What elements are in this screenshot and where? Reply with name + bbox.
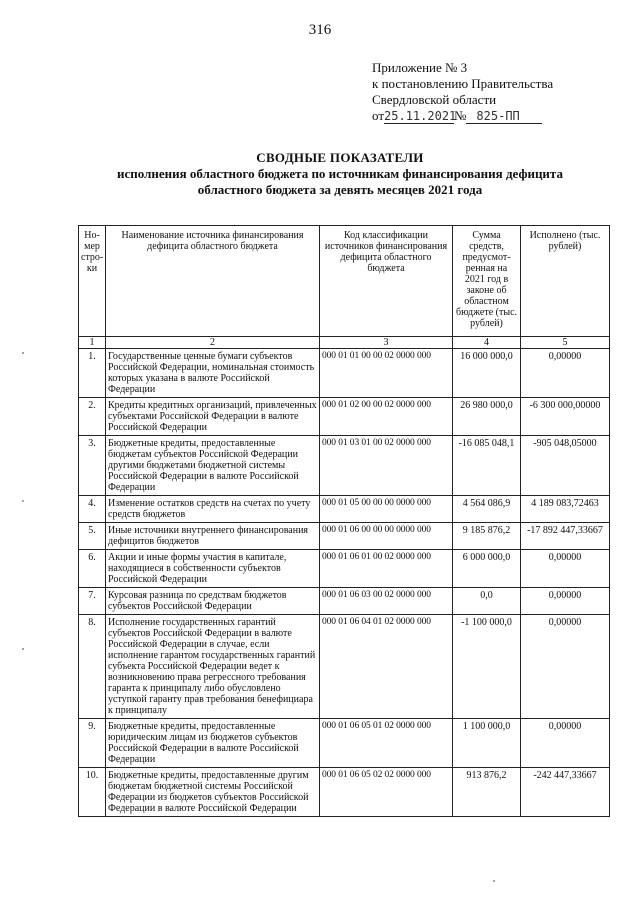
classification-code: 000 01 06 00 00 00 0000 000 [320, 523, 453, 550]
planned-amount: 0,0 [453, 588, 521, 615]
planned-amount: 26 980 000,0 [453, 398, 521, 436]
title-line-1: СВОДНЫЕ ПОКАЗАТЕЛИ [256, 150, 424, 165]
source-name: Акции и иные формы участия в капитале, находящиеся в собственности субъектов Российской Федерации [106, 550, 320, 588]
header-executed: Исполнено (тыс. рублей) [521, 226, 610, 337]
table-row [79, 398, 610, 436]
executed-amount: 0,00000 [521, 719, 610, 768]
page-number: 316 [308, 22, 332, 38]
source-name: Бюджетные кредиты, предоставленные юридическим лицам из бюджетов субъектов Российской Федерации в валюте Российской Федерации [106, 719, 320, 768]
classification-code: 000 01 05 00 00 00 0000 000 [320, 496, 453, 523]
table-row [79, 550, 610, 588]
executed-amount: -6 300 000,00000 [521, 398, 610, 436]
row-number: 7. [79, 588, 106, 615]
row-number: 10. [79, 768, 106, 817]
header-source-name: Наименование источника финансирования дефицита областного бюджета [106, 226, 320, 337]
executed-amount: 0,00000 [521, 349, 610, 398]
title-line-2: исполнения областного бюджета по источникам финансирования дефицита [117, 166, 563, 181]
column-number: 3 [320, 337, 453, 349]
planned-amount: 9 185 876,2 [453, 523, 521, 550]
appendix-line-3: Свердловской области [372, 92, 497, 107]
source-name: Иные источники внутреннего финансирования дефицитов бюджетов [106, 523, 320, 550]
classification-code: 000 01 06 03 00 02 0000 000 [320, 588, 453, 615]
classification-code: 000 01 06 05 02 02 0000 000 [320, 768, 453, 817]
table-header-row [79, 226, 610, 337]
planned-amount: 1 100 000,0 [453, 719, 521, 768]
document-title [90, 150, 590, 198]
row-number: 1. [79, 349, 106, 398]
header-classification-code: Код классификации источников финансирования дефицита областного бюджета [320, 226, 453, 337]
planned-amount: 16 000 000,0 [453, 349, 521, 398]
column-number-row [79, 337, 610, 349]
row-number: 8. [79, 615, 106, 719]
header-row-number: Но-мер стро-ки [79, 226, 106, 337]
executed-amount: -905 048,05000 [521, 436, 610, 496]
scan-speck [493, 880, 495, 882]
table-row [79, 768, 610, 817]
table-row [79, 523, 610, 550]
planned-amount: -16 085 048,1 [453, 436, 521, 496]
column-number: 1 [79, 337, 106, 349]
indicators-table [78, 225, 610, 817]
executed-amount: 0,00000 [521, 550, 610, 588]
classification-code: 000 01 03 01 00 02 0000 000 [320, 436, 453, 496]
row-number: 5. [79, 523, 106, 550]
executed-amount: 0,00000 [521, 588, 610, 615]
table-row [79, 496, 610, 523]
table-row [79, 349, 610, 398]
classification-code: 000 01 06 05 01 02 0000 000 [320, 719, 453, 768]
number-prefix: № [454, 108, 467, 123]
executed-amount: -17 892 447,33667 [521, 523, 610, 550]
planned-amount: 4 564 086,9 [453, 496, 521, 523]
executed-amount: -242 447,33667 [521, 768, 610, 817]
row-number: 4. [79, 496, 106, 523]
scan-speck [22, 500, 24, 502]
planned-amount: -1 100 000,0 [453, 615, 521, 719]
row-number: 3. [79, 436, 106, 496]
table-row [79, 588, 610, 615]
source-name: Курсовая разница по средствам бюджетов субъектов Российской Федерации [106, 588, 320, 615]
row-number: 2. [79, 398, 106, 436]
appendix-signature-line [372, 108, 553, 124]
column-number: 5 [521, 337, 610, 349]
classification-code: 000 01 06 04 01 02 0000 000 [320, 615, 453, 719]
decree-date: 25.11.2021 [384, 109, 457, 123]
row-number: 6. [79, 550, 106, 588]
table-row [79, 615, 610, 719]
classification-code: 000 01 02 00 00 02 0000 000 [320, 398, 453, 436]
decree-number: 825-ПП [466, 109, 542, 124]
executed-amount: 4 189 083,72463 [521, 496, 610, 523]
source-name: Изменение остатков средств на счетах по учету средств бюджетов [106, 496, 320, 523]
appendix-line-1: Приложение № 3 [372, 60, 468, 75]
scan-speck [22, 352, 24, 354]
row-number: 9. [79, 719, 106, 768]
date-prefix: от [372, 108, 385, 123]
planned-amount: 913 876,2 [453, 768, 521, 817]
source-name: Государственные ценные бумаги субъектов Российской Федерации, номинальная стоимость которых указана в валюте Российской Федерации [106, 349, 320, 398]
classification-code: 000 01 06 01 00 02 0000 000 [320, 550, 453, 588]
classification-code: 000 01 01 00 00 02 0000 000 [320, 349, 453, 398]
column-number: 2 [106, 337, 320, 349]
table-row [79, 719, 610, 768]
scan-speck [22, 648, 24, 650]
planned-amount: 6 000 000,0 [453, 550, 521, 588]
header-planned-amount: Сумма средств, предусмот-ренная на 2021 год в законе об областном бюджете (тыс. рублей) [453, 226, 521, 337]
source-name: Бюджетные кредиты, предоставленные бюджетам субъектов Российской Федерации другими бюджетами бюджетной системы Российской Федерации в валюте Российской Федерации [106, 436, 320, 496]
appendix-line-2: к постановлению Правительства [372, 76, 554, 91]
source-name: Бюджетные кредиты, предоставленные другим бюджетам бюджетной системы Российской Федерации из бюджетов субъектов Российской Федерации в валюте Российской Федерации [106, 768, 320, 817]
source-name: Кредиты кредитных организаций, привлеченных субъектами Российской Федерации в валюте Российской Федерации [106, 398, 320, 436]
executed-amount: 0,00000 [521, 615, 610, 719]
appendix-block [372, 60, 553, 124]
column-number: 4 [453, 337, 521, 349]
table-row [79, 436, 610, 496]
title-line-3: областного бюджета за девять месяцев 2021 года [197, 182, 483, 197]
source-name: Исполнение государственных гарантий субъектов Российской Федерации в валюте Российской Федерации в случае, если исполнение гарантом государственных гарантий субъекта Российской Федерации ведет к возникновению права регрессного требования гаранта к принципалу либо обусловлено уступкой гаранту прав требования бенефициара к принципалу [106, 615, 320, 719]
